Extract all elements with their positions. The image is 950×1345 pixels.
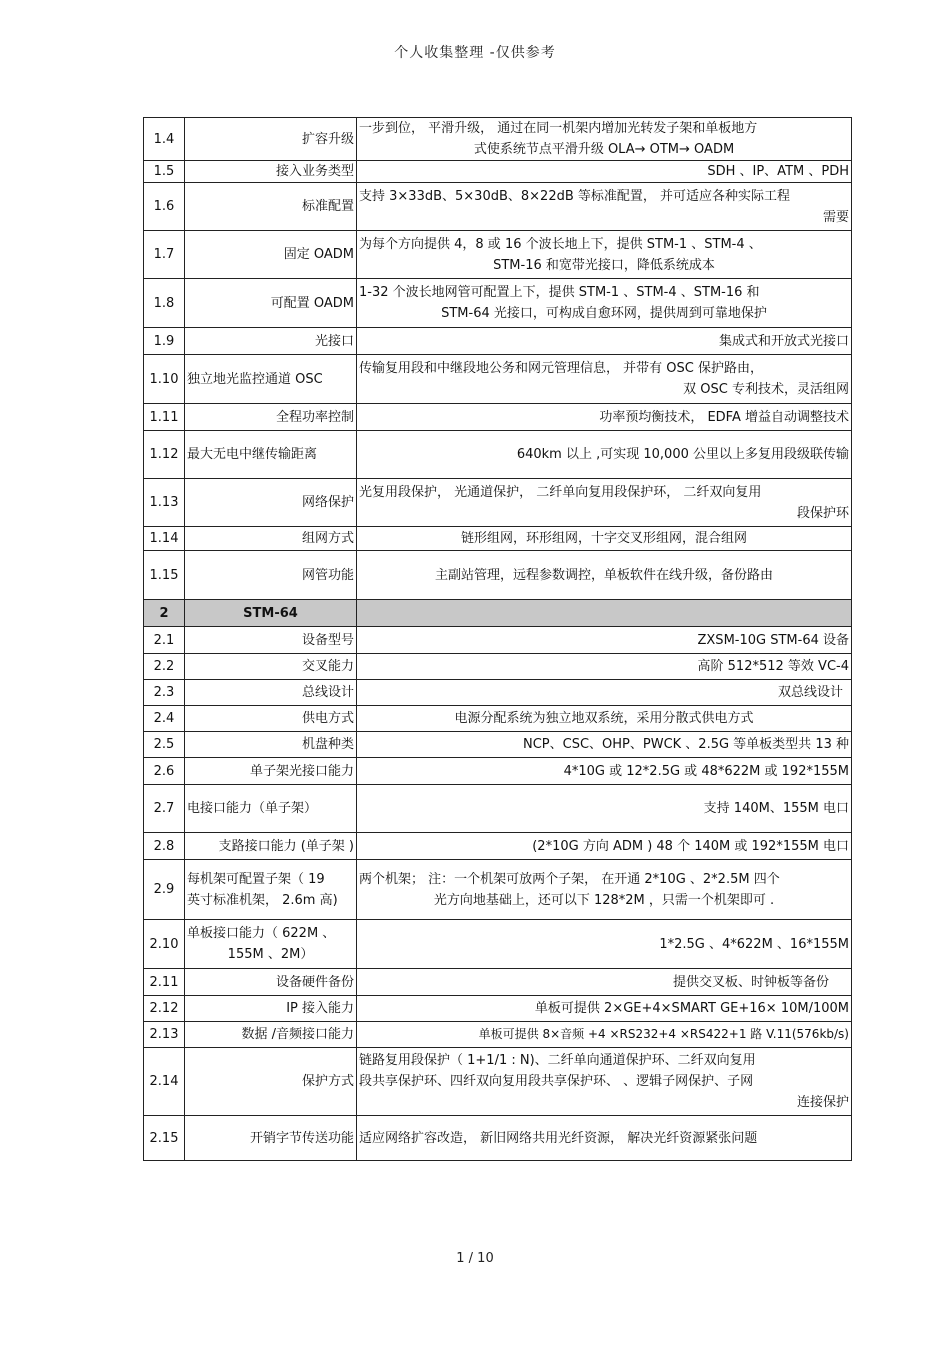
row-value [357,404,852,431]
row-number: 2.8 [144,833,185,860]
row-value [357,920,852,969]
row-value [357,231,852,279]
table-row [144,527,852,551]
table-row [144,328,852,355]
table-row [144,920,852,969]
row-value [357,732,852,758]
value-line: 光复用段保护， 光通道保护， 二纤单向复用段保护环， 二纤双向复用 [359,484,762,500]
row-number: 1.6 [144,183,185,231]
row-item: 设备型号 [185,627,357,654]
row-number: 1.10 [144,355,185,404]
row-value [357,279,852,328]
row-value [357,551,852,600]
value-line: 4*10G 或 12*2.5G 或 48*622M 或 192*155M [563,763,849,779]
table-row [144,118,852,161]
page-header: 个人收集整理 -仅供参考 [394,45,556,61]
row-number: 2.4 [144,706,185,732]
row-number: 2.12 [144,996,185,1022]
table-row [144,479,852,527]
row-item [185,860,357,920]
row-value [357,431,852,479]
row-number: 2.9 [144,860,185,920]
row-number: 1.7 [144,231,185,279]
table-row [144,161,852,183]
row-value [357,355,852,404]
table-row [144,1022,852,1048]
table-row [144,431,852,479]
row-number: 2.7 [144,785,185,833]
value-line: 为每个方向提供 4，8 或 16 个波长地上下，提供 STM-1 、STM-4 、 [359,236,762,252]
row-number: 1.15 [144,551,185,600]
table-row [144,996,852,1022]
row-item: 供电方式 [185,706,357,732]
item-line: 155M 、2M） [227,947,314,962]
row-value [357,758,852,785]
page-number: 1 / 10 [456,1251,494,1266]
row-item [185,920,357,969]
row-item: 开销字节传送功能 [185,1116,357,1161]
value-line: 主副站管理，远程参数调控，单板软件在线升级，备份路由 [434,567,773,583]
value-line: 段共享保护环、四纤双向复用段共享保护环、 、逻辑子网保护、子网 [359,1074,754,1089]
row-value [357,627,852,654]
value-line: 高阶 512*512 等效 VC-4 [697,659,849,674]
row-number: 1.11 [144,404,185,431]
table-row [144,627,852,654]
row-item: 网络保护 [185,479,357,527]
row-item: 可配置 OADM [185,279,357,328]
row-item: 组网方式 [185,527,357,551]
value-line: 式使系统节点平滑升级 OLA→ OTM→ OADM [473,142,735,157]
section-row [144,600,852,627]
table-row [144,1116,852,1161]
value-line: 链形组网，环形组网，十字交叉形组网，混合组网 [460,531,747,546]
value-line: 一步到位， 平滑升级， 通过在同一机架内增加光转发子架和单板地方 [359,121,758,136]
value-line: (2*10G 方向 ADM ) 48 个 140M 或 192*155M 电口 [532,838,849,854]
value-line: 提供交叉板、时钟板等备份 [672,974,829,990]
row-value [357,479,852,527]
row-item: 全程功率控制 [185,404,357,431]
table-row [144,654,852,680]
value-line: STM-64 光接口，可构成自愈环网，提供周到可靠地保护 [441,306,767,321]
row-item: 支路接口能力 (单子架 ) [185,833,357,860]
value-line: 功率预均衡技术， EDFA 增益自动调整技术 [599,409,849,425]
table-row [144,183,852,231]
item-line: 英寸标准机架， 2.6m 高) [187,892,338,908]
row-number: 2.1 [144,627,185,654]
row-number: 2.2 [144,654,185,680]
table-row [144,732,852,758]
row-value [357,1048,852,1116]
value-line: 双总线设计 [777,685,843,700]
row-value [357,328,852,355]
value-line: 集成式和开放式光接口 [718,333,849,349]
row-value [357,1022,852,1048]
value-line: 1*2.5G 、4*622M 、16*155M [659,936,849,952]
row-item: IP 接入能力 [185,996,357,1022]
row-value [357,118,852,161]
value-line: 连接保护 [796,1095,849,1110]
table-row [144,1048,852,1116]
row-number: 2.15 [144,1116,185,1161]
table-row [144,758,852,785]
value-line: 段保护环 [796,505,849,521]
value-line: 需要 [822,209,849,225]
row-value [357,680,852,706]
row-value [357,706,852,732]
row-value [357,860,852,920]
row-value [357,654,852,680]
table-row [144,231,852,279]
row-number: 1.14 [144,527,185,551]
value-line: 1-32 个波长地网管可配置上下，提供 STM-1 、STM-4 、STM-16 和 [359,285,760,300]
row-item: 接入业务类型 [185,161,357,183]
spec-table [143,117,852,1161]
value-line: 两个机架； 注：一个机架可放两个子架， 在开通 2*10G 、2*2.5M 四个 [359,871,780,887]
row-number: 2.11 [144,969,185,996]
table-row [144,404,852,431]
value-line: 链路复用段保护（ 1+1/1 : N)、二纤单向通道保护环、二纤双向复用 [359,1053,756,1068]
row-number: 2.6 [144,758,185,785]
value-line: NCP、CSC、OHP、PWCK 、2.5G 等单板类型共 13 种 [522,737,849,752]
row-item: 总线设计 [185,680,357,706]
value-line: 单板可提供 2×GE+4×SMART GE+16× 10M/100M [534,1001,849,1016]
row-number: 2.14 [144,1048,185,1116]
table-row [144,355,852,404]
row-number: 1.4 [144,118,185,161]
row-item: 固定 OADM [185,231,357,279]
value-line: ZXSM-10G STM-64 设备 [697,632,849,648]
row-item: 保护方式 [185,1048,357,1116]
row-number: 2.10 [144,920,185,969]
table-row [144,833,852,860]
row-number: 1.12 [144,431,185,479]
item-line: 每机架可配置子架（ 19 [187,871,325,887]
row-value [357,1116,852,1161]
value-line: SDH 、IP、ATM 、PDH [707,164,849,179]
row-item: 机盘种类 [185,732,357,758]
section-value [357,600,852,627]
table-row [144,706,852,732]
section-title: STM-64 [185,600,357,627]
value-line: STM-16 和宽带光接口，降低系统成本 [493,257,715,273]
row-number: 1.5 [144,161,185,183]
row-item: 网管功能 [185,551,357,600]
value-line: 电源分配系统为独立地双系统，采用分散式供电方式 [454,711,754,726]
row-item: 独立地光监控通道 OSC [185,355,357,404]
table-row [144,279,852,328]
table-row [144,860,852,920]
row-number: 2.13 [144,1022,185,1048]
row-number: 1.9 [144,328,185,355]
row-value [357,833,852,860]
row-item: 数据 /音频接口能力 [185,1022,357,1048]
item-line: 单板接口能力（ 622M 、 [187,926,336,941]
value-line: 双 OSC 专利技术，灵活组网 [683,382,849,397]
row-value [357,183,852,231]
row-number: 1.13 [144,479,185,527]
row-item: 扩容升级 [185,118,357,161]
row-number: 2.5 [144,732,185,758]
table-row [144,785,852,833]
row-item: 设备硬件备份 [185,969,357,996]
row-value [357,161,852,183]
value-line: 传输复用段和中继段地公务和网元管理信息， 并带有 OSC 保护路由， [359,361,763,376]
value-line: 支持 140M、155M 电口 [703,801,849,816]
value-line: 光方向地基础上，还可以下 128*2M ，只需一个机架即可 . [433,892,775,908]
value-line: 适应网络扩容改造， 新旧网络共用光纤资源， 解决光纤资源紧张问题 [359,1130,758,1146]
value-line: 单板可提供 8×音频 +4 ×RS232+4 ×RS422+1 路 V.11(576kb/s) [478,1027,849,1041]
value-line: 支持 3×33dB、5×30dB、8×22dB 等标准配置， 并可适应各种实际工程 [359,188,791,204]
row-value [357,996,852,1022]
row-number: 1.8 [144,279,185,328]
table-row [144,551,852,600]
row-number: 2.3 [144,680,185,706]
row-item: 光接口 [185,328,357,355]
row-item: 电接口能力（单子架） [185,785,357,833]
row-item: 交叉能力 [185,654,357,680]
row-item: 标准配置 [185,183,357,231]
value-line: 640km 以上 ,可实现 10,000 公里以上多复用段级联传输 [516,447,849,462]
table-row [144,680,852,706]
section-number: 2 [144,600,185,627]
row-item: 单子架光接口能力 [185,758,357,785]
row-value [357,785,852,833]
row-value [357,969,852,996]
row-item: 最大无电中继传输距离 [185,431,357,479]
table-row [144,969,852,996]
row-value [357,527,852,551]
